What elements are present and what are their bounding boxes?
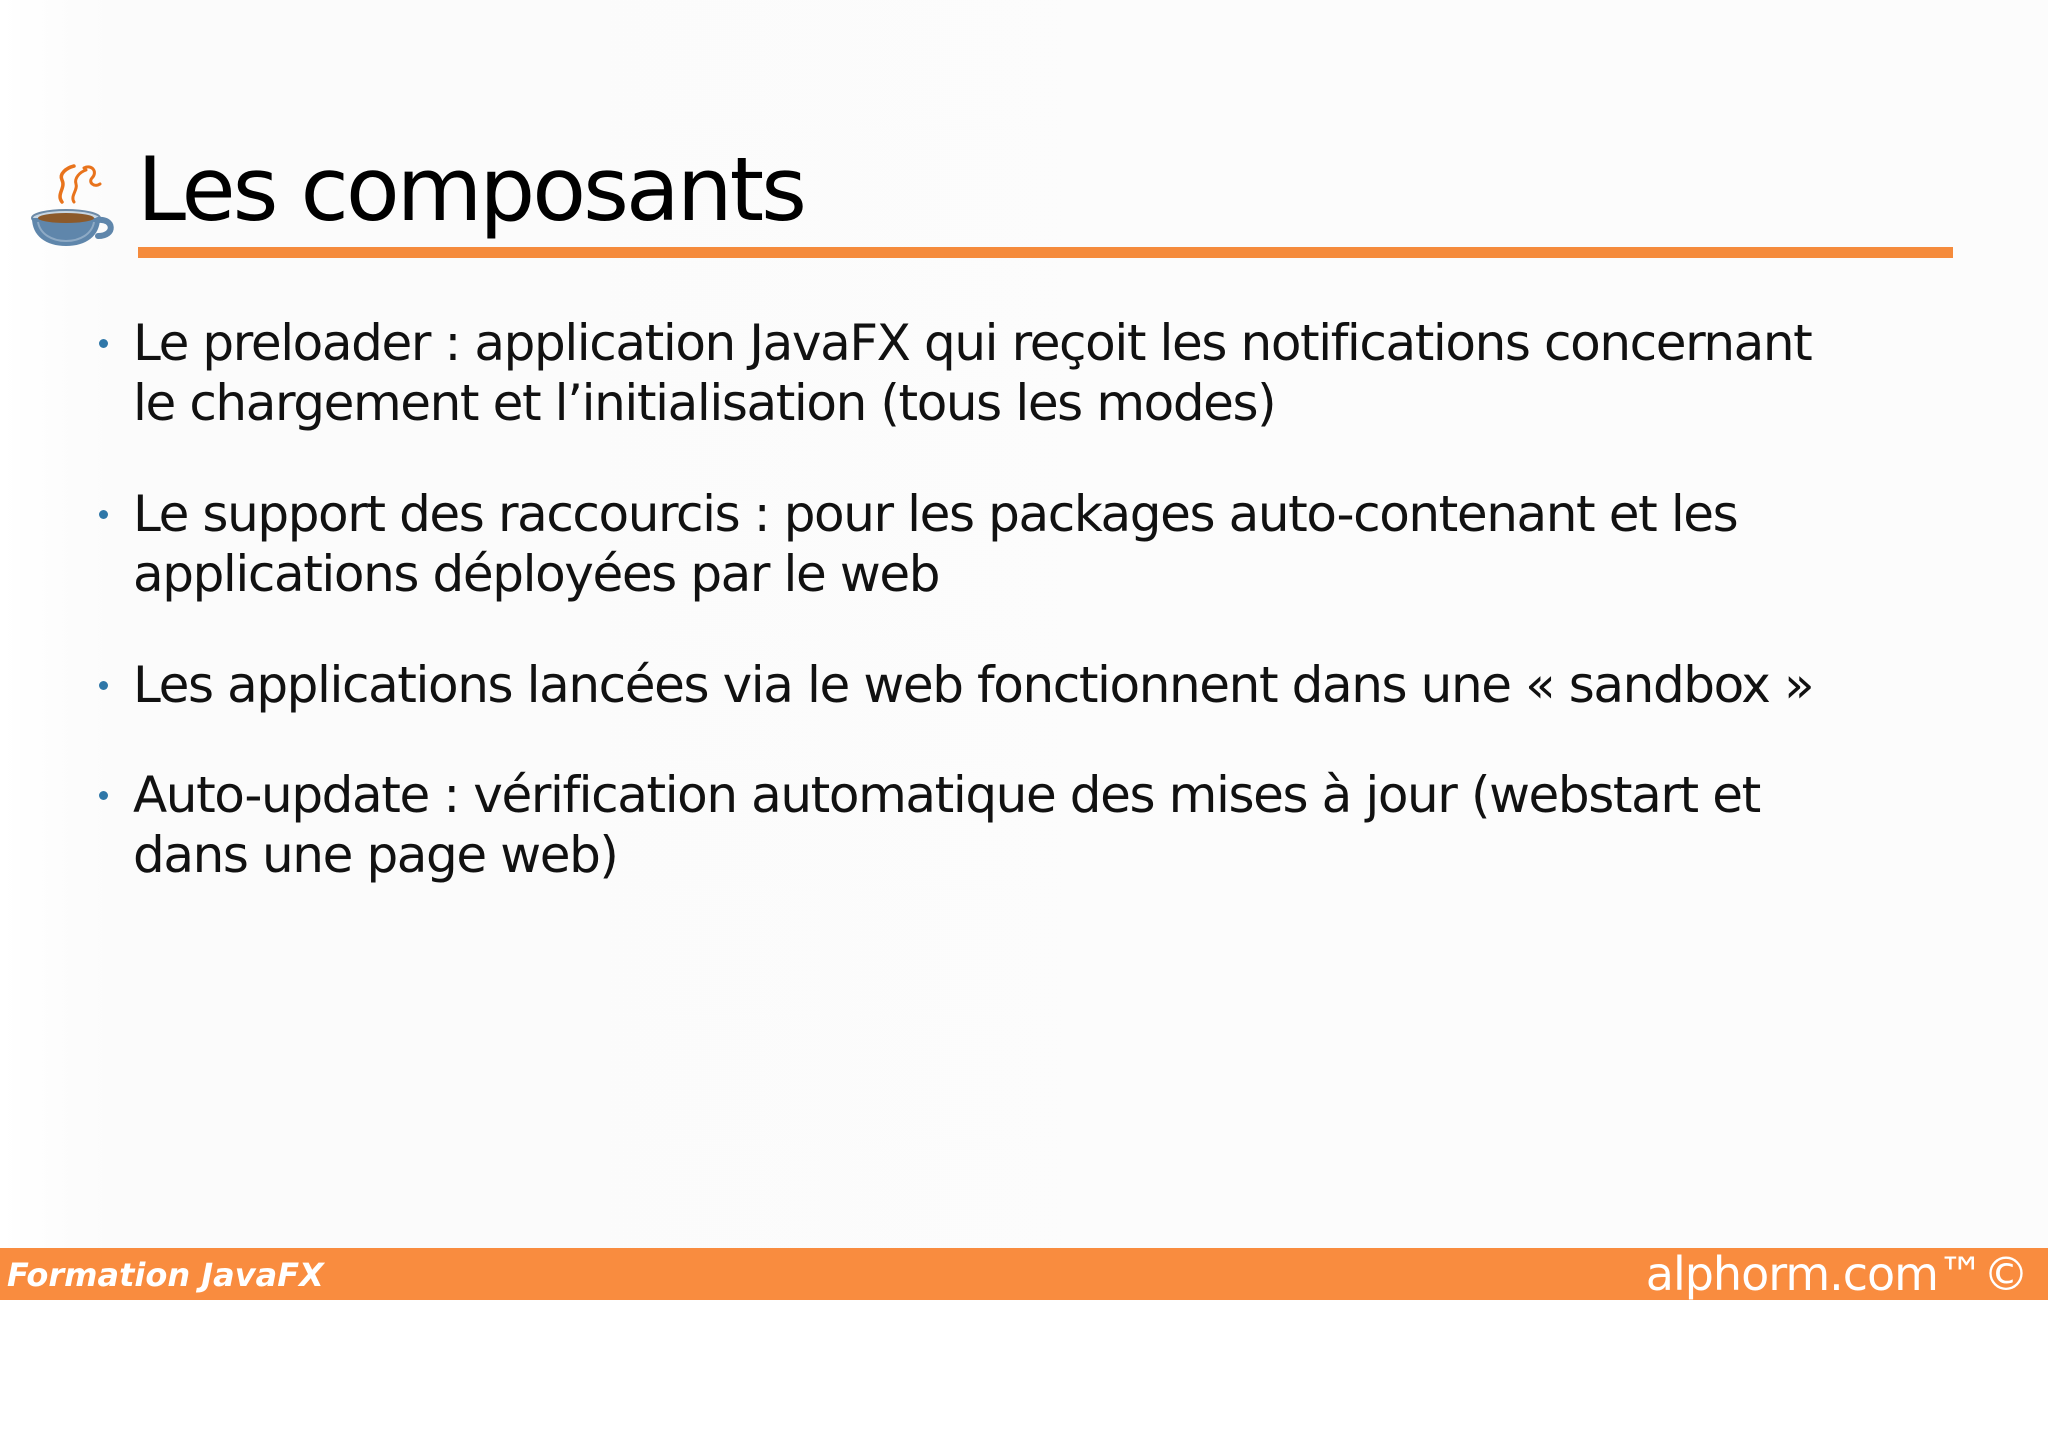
bullet-dot-icon <box>99 339 108 348</box>
bullet-line: dans une page web) <box>133 826 618 884</box>
bullet-line: Les applications lancées via le web fonctionnent dans une « sandbox » <box>133 656 1814 714</box>
javafx-cup-icon <box>22 158 118 254</box>
bullet-dot-icon <box>99 791 108 800</box>
course-label: Formation JavaFX <box>7 1256 324 1294</box>
footer-bar <box>0 1248 2048 1300</box>
bullet-line: Le support des raccourcis : pour les packages auto-contenant et les <box>133 485 1738 543</box>
bullet-item-shortcuts <box>133 484 2013 604</box>
slide-title: Les composants <box>137 138 804 241</box>
bullet-item-auto-update <box>133 765 2013 885</box>
bullet-dot-icon <box>99 510 108 519</box>
bullet-dot-icon <box>99 681 108 690</box>
bullet-line: le chargement et l’initialisation (tous les modes) <box>133 374 1276 432</box>
brand-label: alphorm.com™© <box>1645 1247 2028 1301</box>
bullet-item-preloader <box>133 313 2013 433</box>
bullet-line: applications déployées par le web <box>133 545 940 603</box>
title-underline <box>138 247 1953 258</box>
bullet-item-sandbox <box>133 655 2013 715</box>
bullet-line: Auto-update : vérification automatique des mises à jour (webstart et <box>133 766 1760 824</box>
bullet-line: Le preloader : application JavaFX qui reçoit les notifications concernant <box>133 314 1812 372</box>
